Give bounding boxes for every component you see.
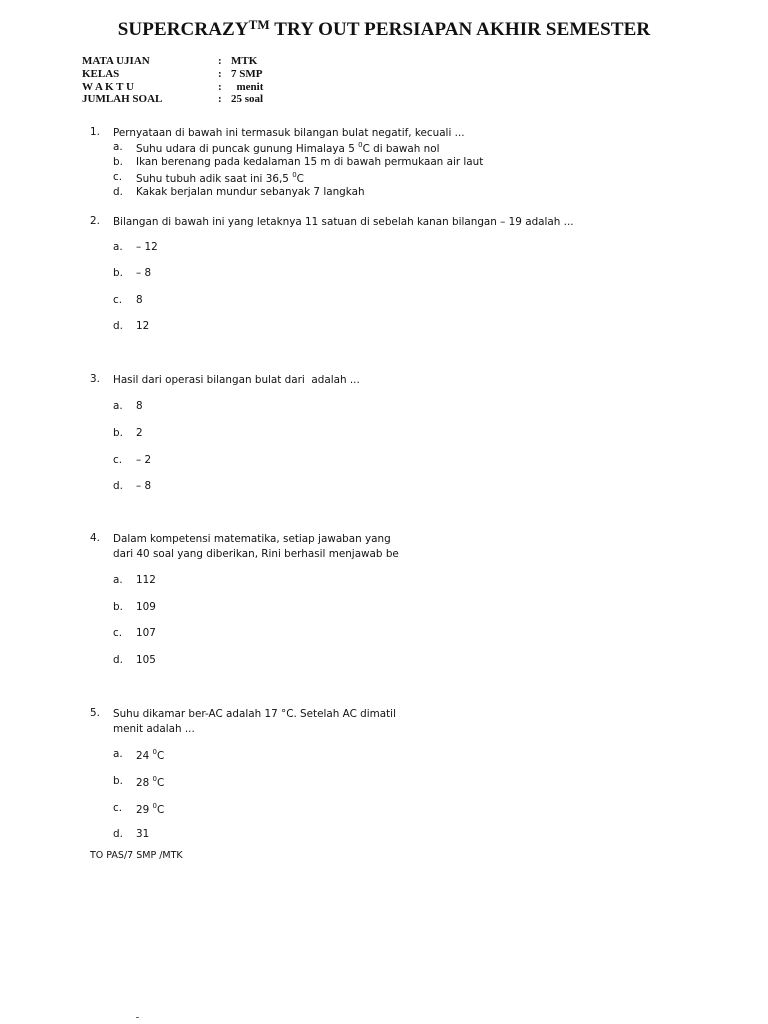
exam-info-colon: : — [218, 93, 222, 106]
exam-info-colon: : — [218, 80, 222, 93]
option-letter: c. — [113, 294, 123, 306]
exam-info-key: W A K T U — [82, 80, 134, 93]
question-text: Dalam kompetensi matematika, setiap jawaban yang — [113, 533, 391, 545]
option-letter: b. — [113, 267, 123, 279]
exam-info-key: KELAS — [82, 67, 120, 80]
option-text-tail: C — [296, 173, 304, 185]
question-text-cont: menit adalah ... — [113, 723, 195, 735]
option-text — [136, 748, 164, 762]
option-letter: b. — [113, 156, 123, 168]
option-text-main: 29 — [136, 804, 153, 816]
question-text: Suhu dikamar ber-AC adalah 17 °C. Setelah AC dimatil — [113, 708, 396, 720]
exam-info — [82, 55, 263, 106]
option-letter: a. — [113, 241, 123, 253]
exam-info-row — [82, 81, 263, 94]
option-text — [136, 171, 304, 185]
option-text — [136, 802, 164, 816]
exam-info-key: JUMLAH SOAL — [82, 93, 163, 106]
option-letter: d. — [113, 654, 123, 666]
option-letter: d. — [113, 480, 123, 492]
degree-sup: 0 — [152, 775, 157, 783]
exam-info-value: 7 SMP — [231, 67, 263, 80]
page-title — [0, 17, 768, 41]
exam-info-value: menit — [231, 80, 264, 93]
exam-info-key: MATA UJIAN — [82, 55, 150, 67]
option-text-main: 28 — [136, 777, 153, 789]
option-text: Ikan berenang pada kedalaman 15 m di bawah permukaan air laut — [136, 156, 484, 168]
option-text-main: 24 — [136, 750, 153, 762]
option-letter: c. — [113, 171, 123, 183]
degree-sup: 0 — [292, 171, 297, 179]
exam-info-row — [82, 93, 263, 106]
option-letter: b. — [113, 427, 123, 439]
trademark-mark: TM — [248, 17, 270, 32]
option-letter: d. — [113, 828, 123, 840]
exam-info-row — [82, 55, 263, 68]
option-text: 112 — [136, 574, 156, 586]
question-text: Bilangan di bawah ini yang letaknya 11 satuan di sebelah kanan bilangan – 19 adalah ... — [113, 216, 574, 228]
title-rest: TRY OUT PERSIAPAN AKHIR SEMESTER — [269, 19, 651, 40]
option-text: – 12 — [136, 241, 158, 253]
question-number: 3. — [90, 373, 100, 385]
option-text: 8 — [136, 400, 143, 412]
exam-info-value: 25 soal — [231, 93, 264, 106]
stray-mark — [136, 1017, 139, 1020]
option-letter: a. — [113, 574, 123, 586]
exam-info-colon: : — [218, 55, 222, 67]
option-text-tail: C — [157, 777, 165, 789]
exam-info-value: MTK — [231, 55, 258, 67]
option-text — [136, 775, 164, 789]
page-footer: TO PAS/7 SMP /MTK — [90, 850, 183, 861]
option-letter: d. — [113, 186, 123, 198]
question-number: 4. — [90, 532, 100, 544]
option-letter: c. — [113, 627, 123, 639]
option-letter: c. — [113, 454, 123, 466]
option-text-tail: C — [157, 804, 165, 816]
option-letter: b. — [113, 601, 123, 613]
option-letter: b. — [113, 775, 123, 787]
option-text-main: Suhu tubuh adik saat ini 36,5 — [136, 173, 293, 185]
degree-sup: 0 — [152, 748, 157, 756]
option-text: – 8 — [136, 480, 152, 492]
question-number: 2. — [90, 215, 100, 227]
option-letter: a. — [113, 748, 123, 760]
option-text: 2 — [136, 427, 143, 439]
option-text-tail: C di bawah nol — [362, 143, 440, 155]
question-text: Pernyataan di bawah ini termasuk bilangan bulat negatif, kecuali ... — [113, 127, 465, 139]
exam-info-row — [82, 68, 263, 81]
option-letter: a. — [113, 141, 123, 153]
option-text: – 2 — [136, 454, 152, 466]
option-text: 109 — [136, 601, 156, 613]
option-text: 8 — [136, 294, 143, 306]
option-letter: d. — [113, 320, 123, 332]
question-text: Hasil dari operasi bilangan bulat dari adalah ... — [113, 374, 360, 386]
question-number: 5. — [90, 707, 100, 719]
option-text: 107 — [136, 627, 156, 639]
option-text: Kakak berjalan mundur sebanyak 7 langkah — [136, 186, 365, 198]
option-letter: c. — [113, 802, 123, 814]
option-letter: a. — [113, 400, 123, 412]
question-text-cont: dari 40 soal yang diberikan, Rini berhasil menjawab be — [113, 548, 399, 560]
exam-info-colon: : — [218, 67, 222, 80]
option-text: 31 — [136, 828, 150, 840]
title-brand: SUPERCRAZY — [117, 19, 249, 40]
degree-sup: 0 — [152, 802, 157, 810]
option-text-main: Suhu udara di puncak gunung Himalaya 5 — [136, 143, 359, 155]
option-text-tail: C — [157, 750, 165, 762]
degree-sup: 0 — [358, 141, 363, 149]
option-text: – 8 — [136, 267, 152, 279]
option-text: 12 — [136, 320, 150, 332]
option-text — [136, 141, 439, 155]
question-number: 1. — [90, 126, 100, 138]
option-text: 105 — [136, 654, 156, 666]
